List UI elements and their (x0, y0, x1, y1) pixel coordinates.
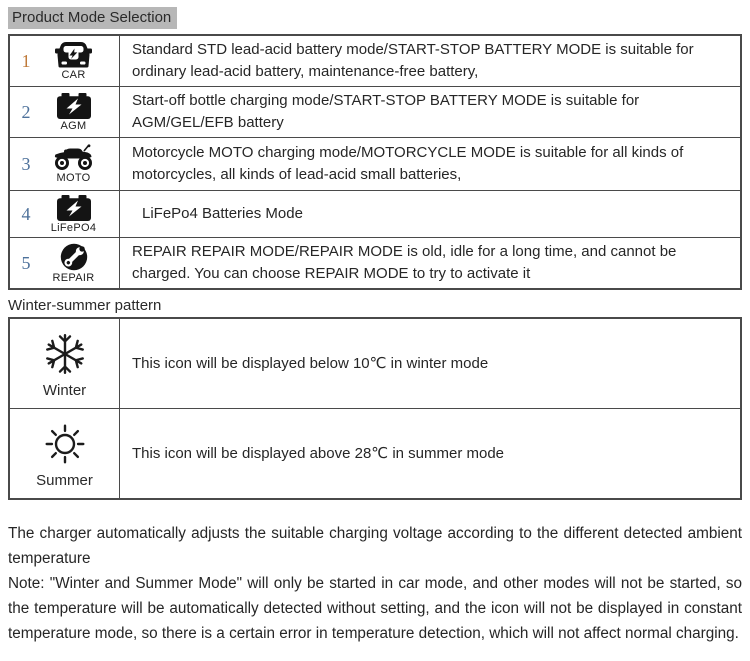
summer-icon-stack (10, 413, 119, 495)
snowflake-icon (42, 331, 88, 377)
agm-icon-stack (42, 93, 119, 132)
winter-icon-stack (10, 323, 119, 405)
mode-number: 4 (21, 203, 31, 224)
repair-icon-stack (42, 243, 119, 284)
lifepo4-icon-stack (42, 195, 119, 234)
bottom-text-block (8, 521, 742, 646)
summer-label: Summer (36, 471, 93, 489)
mode-description: LiFePo4 Batteries Mode (142, 205, 303, 222)
season-description: This icon will be displayed above 28℃ in summer mode (132, 444, 505, 462)
winter-label: Winter (42, 381, 87, 399)
mode-row-car (10, 36, 740, 86)
mode-number: 3 (21, 153, 31, 174)
season-row-summer (10, 408, 740, 498)
mode-description: Standard STD lead-acid battery mode/START-STOP BATTERY MODE is suitable for ordinary lead-acid battery, maintenance-free battery, (132, 41, 694, 80)
winter-summer-heading: Winter-summer pattern (8, 297, 162, 314)
mode-cell-moto (10, 138, 120, 190)
season-cell-winter (10, 319, 120, 408)
mode-row-agm (10, 86, 740, 137)
mode-table (8, 34, 742, 290)
lifepo4-battery-icon (57, 195, 91, 221)
season-description: This icon will be displayed below 10℃ in winter mode (132, 354, 489, 372)
season-cell-summer (10, 409, 120, 498)
mode-row-repair (10, 237, 740, 288)
mode-description: Start-off bottle charging mode/START-STOP BATTERY MODE is suitable for AGM/GEL/EFB battery (132, 92, 640, 131)
lifepo4-icon-label: LiFePO4 (50, 221, 97, 234)
mode-number: 2 (21, 101, 31, 122)
moto-icon-label: MOTO (56, 172, 91, 184)
mode-description: REPAIR REPAIR MODE/REPAIR MODE is old, idle for a long time, and cannot be charged. You can choose REPAIR MODE to try to activate it (132, 243, 677, 282)
car-icon-label: CAR (61, 69, 86, 81)
sun-icon (42, 421, 88, 467)
mode-description: Motorcycle MOTO charging mode/MOTORCYCLE MODE is suitable for all kinds of motorcycles, all kinds of lead-acid small batteries, (132, 144, 684, 183)
mode-row-lifepo4 (10, 190, 740, 237)
repair-wrench-icon (60, 243, 88, 271)
motorcycle-icon (53, 144, 94, 171)
mode-number: 1 (21, 50, 31, 71)
car-icon-stack (42, 41, 119, 81)
moto-icon-stack (42, 144, 119, 184)
mode-row-moto (10, 137, 740, 190)
mode-cell-car (10, 36, 120, 86)
repair-icon-label: REPAIR (52, 271, 95, 284)
page-title-text: Product Mode Selection (8, 7, 177, 29)
season-table (8, 317, 742, 500)
mode-cell-repair (10, 238, 120, 288)
agm-battery-icon (57, 93, 91, 119)
agm-icon-label: AGM (60, 119, 87, 132)
mode-number: 5 (21, 252, 31, 273)
mode-cell-agm (10, 87, 120, 137)
car-icon (55, 41, 92, 68)
season-row-winter (10, 319, 740, 408)
paragraph-ambient-temperature: The charger automatically adjusts the suitable charging voltage according to the different detected ambient temperature (8, 525, 742, 567)
mode-cell-lifepo4 (10, 191, 120, 237)
paragraph-note: Note: "Winter and Summer Mode" will only be started in car mode, and other modes will not be started, so the temperature will be automatically detected without setting, and the icon will not be displayed in constant temperature mode, so there is a certain error in temperature detection, which will not affect normal charging. (8, 575, 742, 642)
page-title (8, 7, 742, 29)
